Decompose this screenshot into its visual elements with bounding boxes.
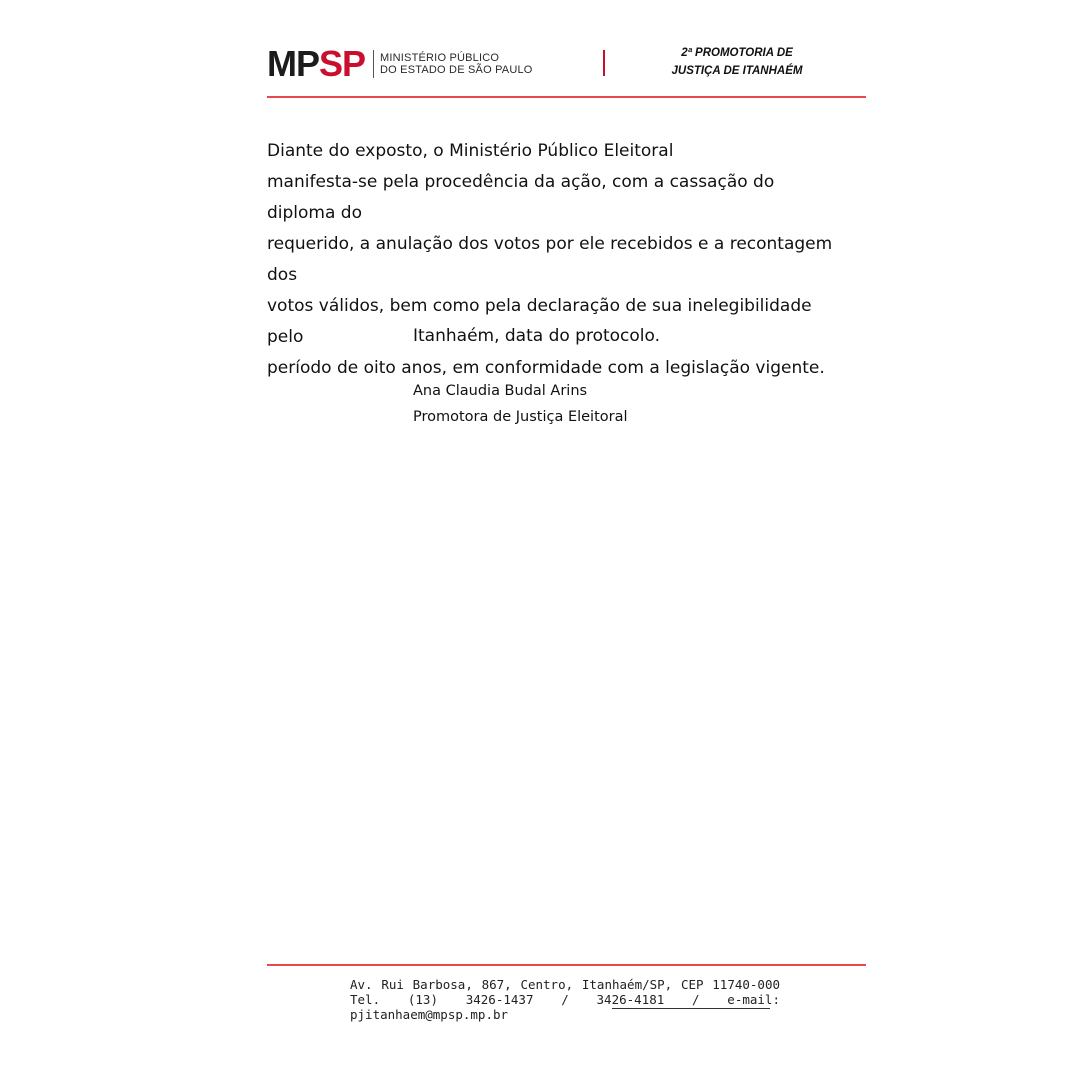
logo-text bbox=[380, 52, 533, 76]
body-line-5: período de oito anos, em conformidade com a legislação vigente. bbox=[267, 358, 825, 378]
body-line-1: Diante do exposto, o Ministério Público Eleitoral bbox=[267, 141, 674, 161]
logo-line-1: MINISTÉRIO PÚBLICO bbox=[380, 52, 500, 64]
logo-sp: SP bbox=[319, 43, 366, 84]
office-name bbox=[652, 44, 822, 80]
footer-rule bbox=[267, 964, 866, 966]
footer-address: Av. Rui Barbosa, 867, Centro, Itanhaém/SP, CEP 11740-000 bbox=[350, 977, 780, 992]
office-line-1: 2ª PROMOTORIA DE bbox=[681, 47, 793, 59]
mpsp-logo bbox=[267, 43, 533, 84]
body-line-2: manifesta-se pela procedência da ação, com a cassação do diploma do bbox=[267, 172, 775, 223]
place-date: Itanhaém, data do protocolo. bbox=[413, 326, 661, 346]
page-header bbox=[267, 44, 866, 98]
page-footer bbox=[350, 977, 780, 1022]
body-line-4: votos válidos, bem como pela declaração de sua inelegibilidade pelo bbox=[267, 296, 812, 347]
header-rule bbox=[267, 96, 866, 98]
logo-mark bbox=[267, 43, 366, 84]
body-line-3: requerido, a anulação dos votos por ele recebidos e a recontagem dos bbox=[267, 234, 833, 285]
logo-line-2: DO ESTADO DE SÃO PAULO bbox=[380, 64, 533, 76]
office-line-2: JUSTIÇA DE ITANHAÉM bbox=[671, 65, 803, 77]
logo-mp: MP bbox=[267, 43, 319, 84]
header-accent-bar bbox=[603, 50, 605, 76]
signatory-role: Promotora de Justiça Eleitoral bbox=[413, 409, 628, 425]
footer-phones: Tel. (13) 3426-1437 / 3426-4181 / e-mail: bbox=[350, 992, 780, 1007]
footer-email[interactable]: pjitanhaem@mpsp.mp.br bbox=[350, 1007, 509, 1022]
footer-link-underline bbox=[612, 1008, 770, 1009]
signatory-name: Ana Claudia Budal Arins bbox=[413, 383, 588, 399]
logo-divider bbox=[373, 50, 374, 78]
